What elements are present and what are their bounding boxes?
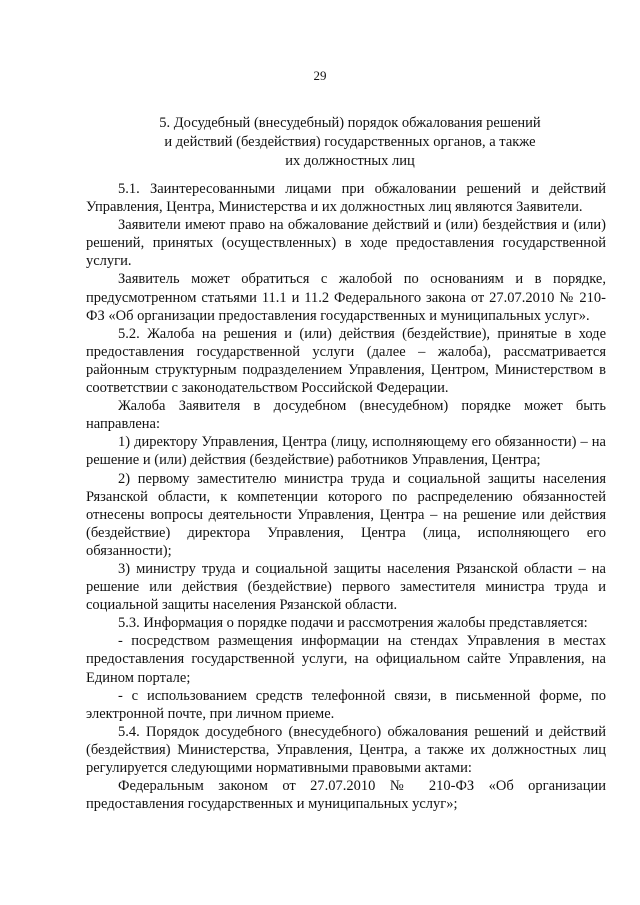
heading-line-3: их должностных лиц xyxy=(285,153,415,169)
paragraph-complaint-directed: Жалоба Заявителя в досудебном (внесудебном) порядке может быть направлена: xyxy=(86,398,606,433)
list-item-2: 2) первому заместителю министра труда и социальной защиты населения Рязанской области, к компетенции которого по распределению обязанностей отнесены вопросы деятельности Управления, Центра – на решение или действия (бездействие) директора Управления, Центра (лица, исполняющего его обязанности); xyxy=(86,470,606,559)
list-item-3: 3) министру труда и социальной защиты населения Рязанской области – на решение или действия (бездействие) первого заместителя министра труда и социальной защиты населения Рязанской области. xyxy=(86,560,606,614)
list-item-stands: - посредством размещения информации на стендах Управления в местах предоставления государственной услуги, на официальном сайте Управления, на Едином портале; xyxy=(86,633,606,686)
paragraph-5-3: 5.3. Информация о порядке подачи и рассмотрения жалобы представляется: xyxy=(118,615,588,632)
page-number: 29 xyxy=(313,68,327,83)
section-body xyxy=(86,180,606,813)
paragraph-federal-law: Федеральным законом от 27.07.2010 № 210-ФЗ «Об организации предоставления государственных и муниципальных услуг»; xyxy=(86,778,606,813)
paragraph-applicant-rights: Заявители имеют право на обжалование действий и (или) бездействия и (или) решений, принятых (осуществленных) в ходе предоставления государственной услуги. xyxy=(86,217,606,270)
heading-line-1: 5. Досудебный (внесудебный) порядок обжалования решений xyxy=(159,115,541,131)
paragraph-5-1: 5.1. Заинтересованными лицами при обжаловании решений и действий Управления, Центра, Министерства и их должностных лиц являются Заявители. xyxy=(86,181,606,216)
paragraph-complaint-grounds: Заявитель может обратиться с жалобой по основаниям и в порядке, предусмотренном статьями 11.1 и 11.2 Федерального закона от 27.07.2010 № 210-ФЗ «Об организации предоставления государственных и муниципальных услуг». xyxy=(86,271,606,324)
list-item-phone: - с использованием средств телефонной связи, в письменной форме, по электронной почте, при личном приеме. xyxy=(86,687,606,722)
paragraph-5-2: 5.2. Жалоба на решения и (или) действия (бездействие), принятые в ходе предоставления государственной услуги (далее – жалоба), рассматривается районным структурным подразделением Управления, Центром, Министерством в соответствии с законодательством Российской Федерации. xyxy=(86,325,606,397)
paragraph-5-4: 5.4. Порядок досудебного (внесудебного) обжалования решений и действий (бездействия) Министерства, Управления, Центра, а также их должностных лиц регулируется следующими нормативными правовыми актами: xyxy=(86,723,606,776)
list-item-1: 1) директору Управления, Центра (лицу, исполняющему его обязанности) – на решение и (или) действия (бездействие) работников Управления, Центра; xyxy=(86,434,606,469)
section-heading xyxy=(140,114,560,171)
heading-line-2: и действий (бездействия) государственных органов, а также xyxy=(164,134,536,150)
